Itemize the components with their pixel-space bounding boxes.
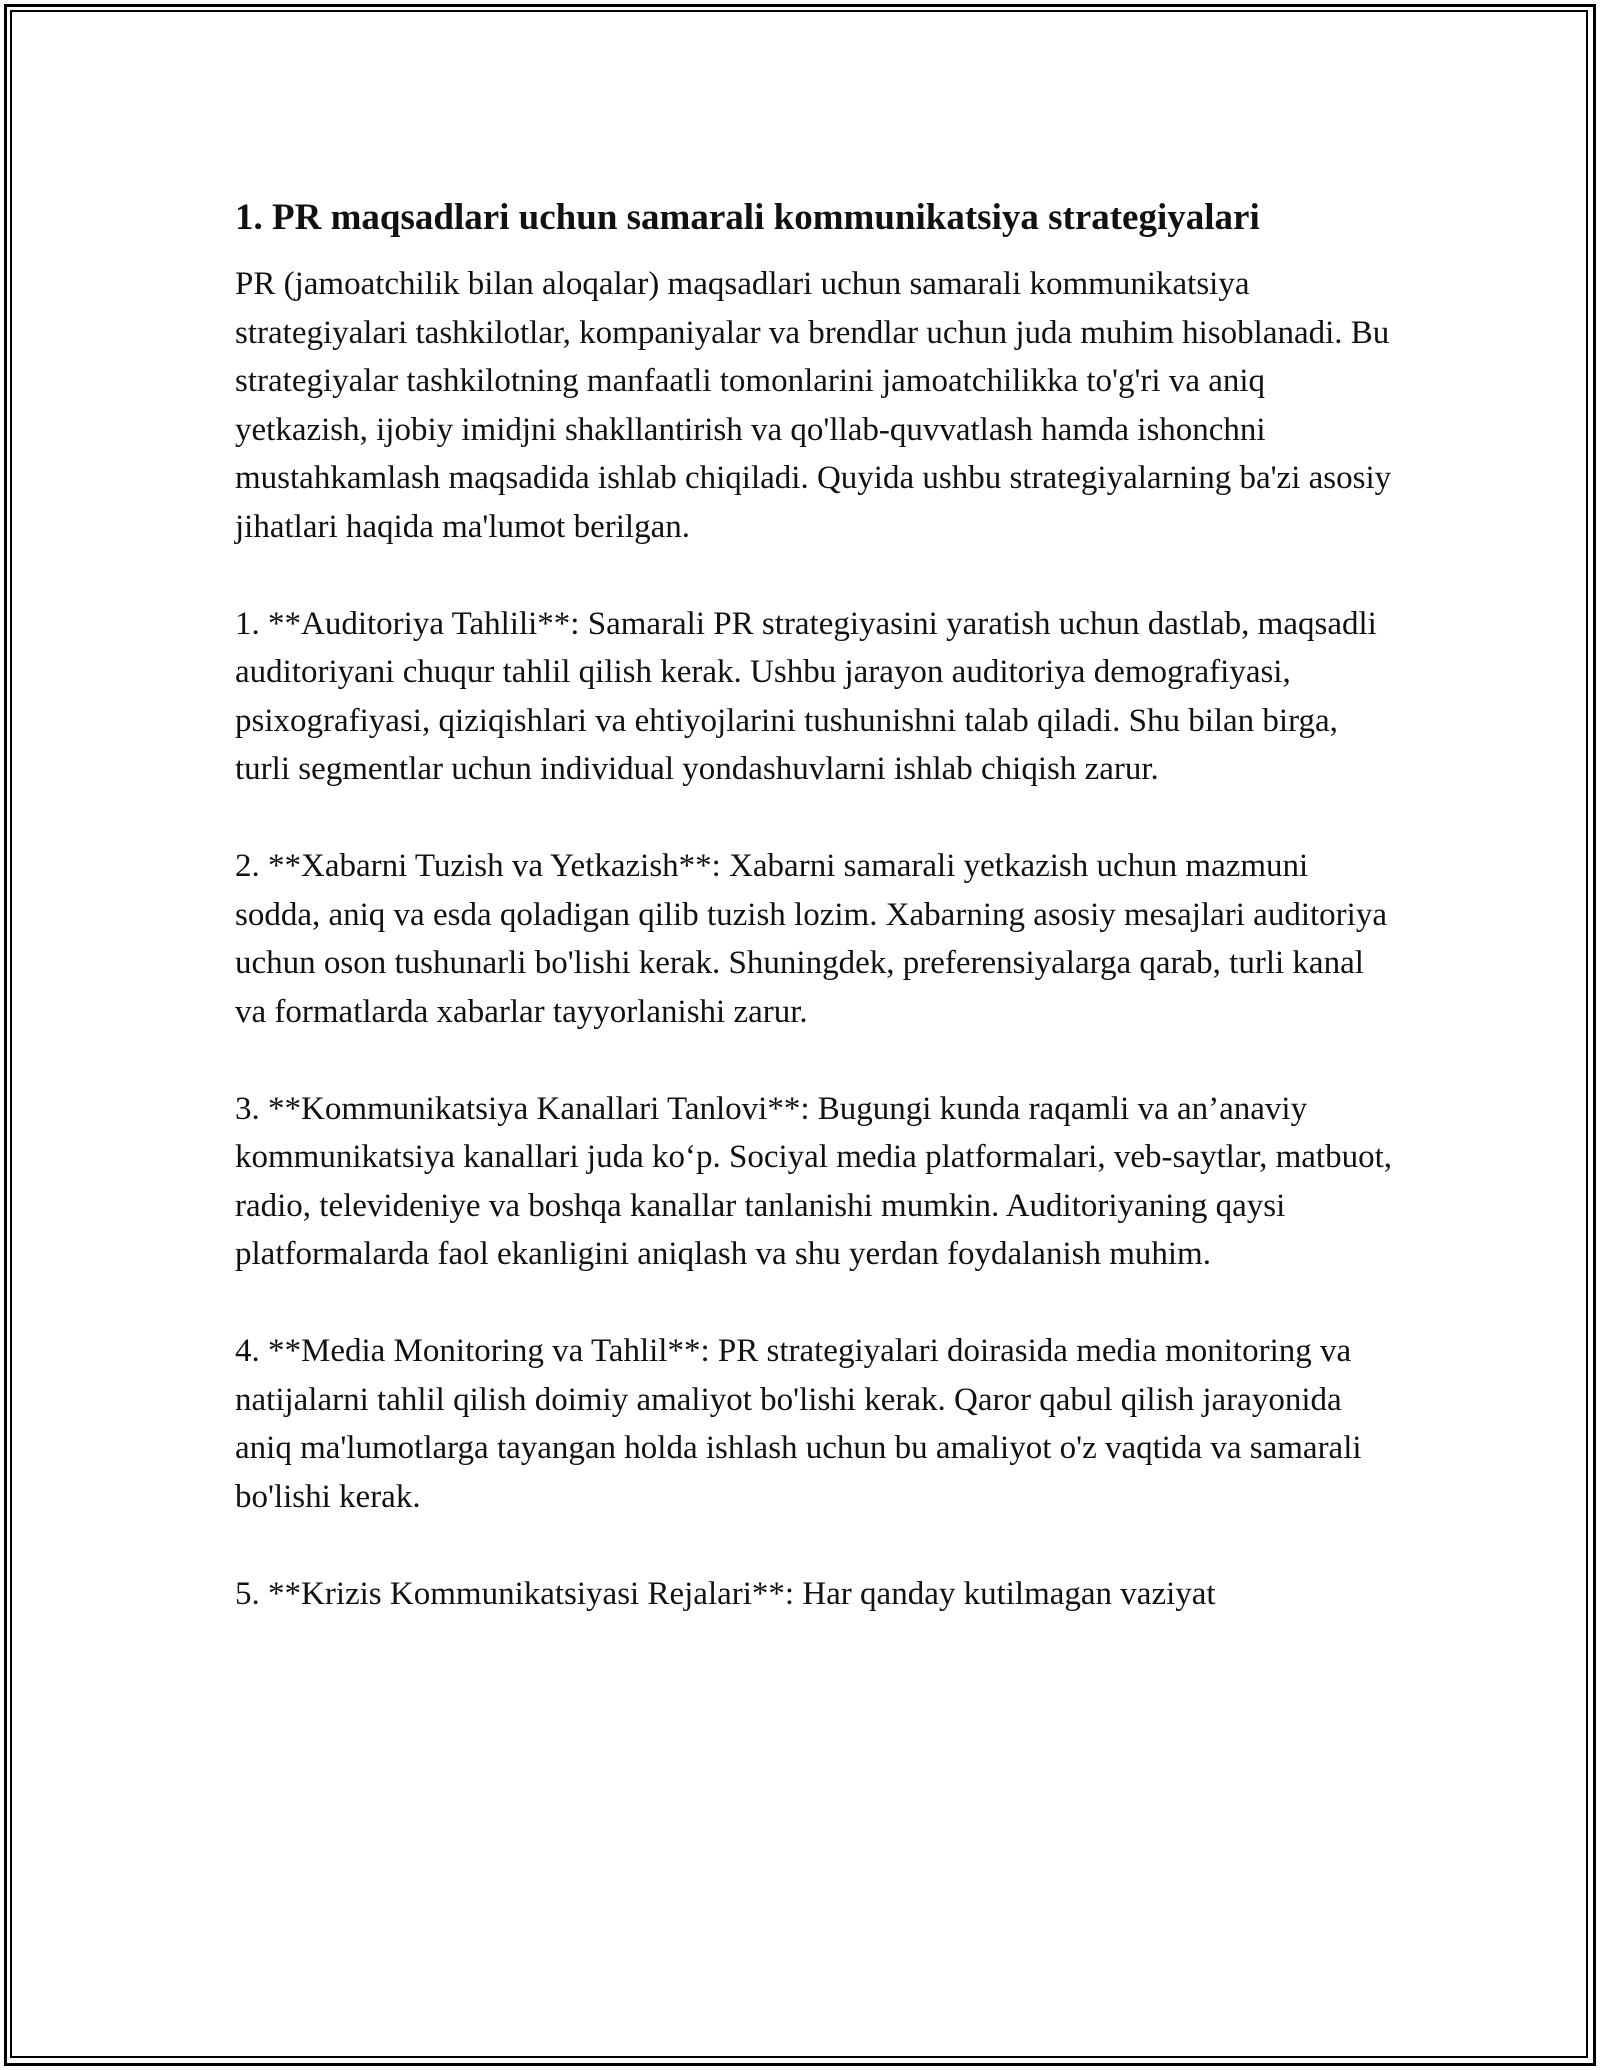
list-item-krizis-kommunikatsiyasi: 5. **Krizis Kommunikatsiyasi Rejalari**: Har qanday kutilmagan vaziyat: [235, 1575, 1216, 1612]
document-title: 1. PR maqsadlari uchun samarali kommunikatsiya strategiyalari: [235, 197, 1260, 238]
intro-paragraph: PR (jamoatchilik bilan aloqalar) maqsadlari uchun samarali kommunikatsiya strategiyalari tashkilotlar, kompaniyalar va brendlar uchun juda muhim hisoblanadi. Bu strategiyalar tashkilotning manfaatli tomonlarini jamoatchilikka to'g'ri va aniq yetkazish, ijobiy imidjni shakllantirish va qo'llab-quvvatlash hamda ishonchni mustahkamlash maqsadida ishlab chiqiladi. Quyida ushbu strategiyalarning ba'zi asosiy jihatlari haqida ma'lumot berilgan.: [235, 266, 1392, 545]
list-item-xabarni-tuzish: 2. **Xabarni Tuzish va Yetkazish**: Xabarni samarali yetkazish uchun mazmuni sodda, aniq va esda qoladigan qilib tuzish lozim. Xabarning asosiy mesajlari auditoriya uchun oson tushunarli bo'lishi kerak. Shuningdek, preferensiyalarga qarab, turli kanal va formatlarda xabarlar tayyorlanishi zarur.: [235, 848, 1387, 1030]
list-item-kanallar-tanlovi: 3. **Kommunikatsiya Kanallari Tanlovi**: Bugungi kunda raqamli va an’anaviy kommunikatsiya kanallari juda ko‘p. Sociyal media platformalari, veb-saytlar, matbuot, radio, televideniye va boshqa kanallar tanlanishi mumkin. Auditoriyaning qaysi platformalarda faol ekanligini aniqlash va shu yerdan foydalanish muhim.: [235, 1090, 1393, 1272]
list-item-media-monitoring: 4. **Media Monitoring va Tahlil**: PR strategiyalari doirasida media monitoring va natijalarni tahlil qilish doimiy amaliyot bo'lishi kerak. Qaror qabul qilish jarayonida aniq ma'lumotlarga tayangan holda ishlash uchun bu amaliyot o'z vaqtida va samarali bo'lishi kerak.: [235, 1333, 1362, 1515]
list-item-auditoriya-tahlili: 1. **Auditoriya Tahlili**: Samarali PR strategiyasini yaratish uchun dastlab, maqsadli auditoriyani chuqur tahlil qilish kerak. Ushbu jarayon auditoriya demografiyasi, psixografiyasi, qiziqishlari va ehtiyojlarini tushunishni talab qiladi. Shu bilan birga, turli segmentlar uchun individual yondashuvlarni ishlab chiqish zarur.: [235, 605, 1377, 787]
document-body: [235, 190, 1395, 1667]
